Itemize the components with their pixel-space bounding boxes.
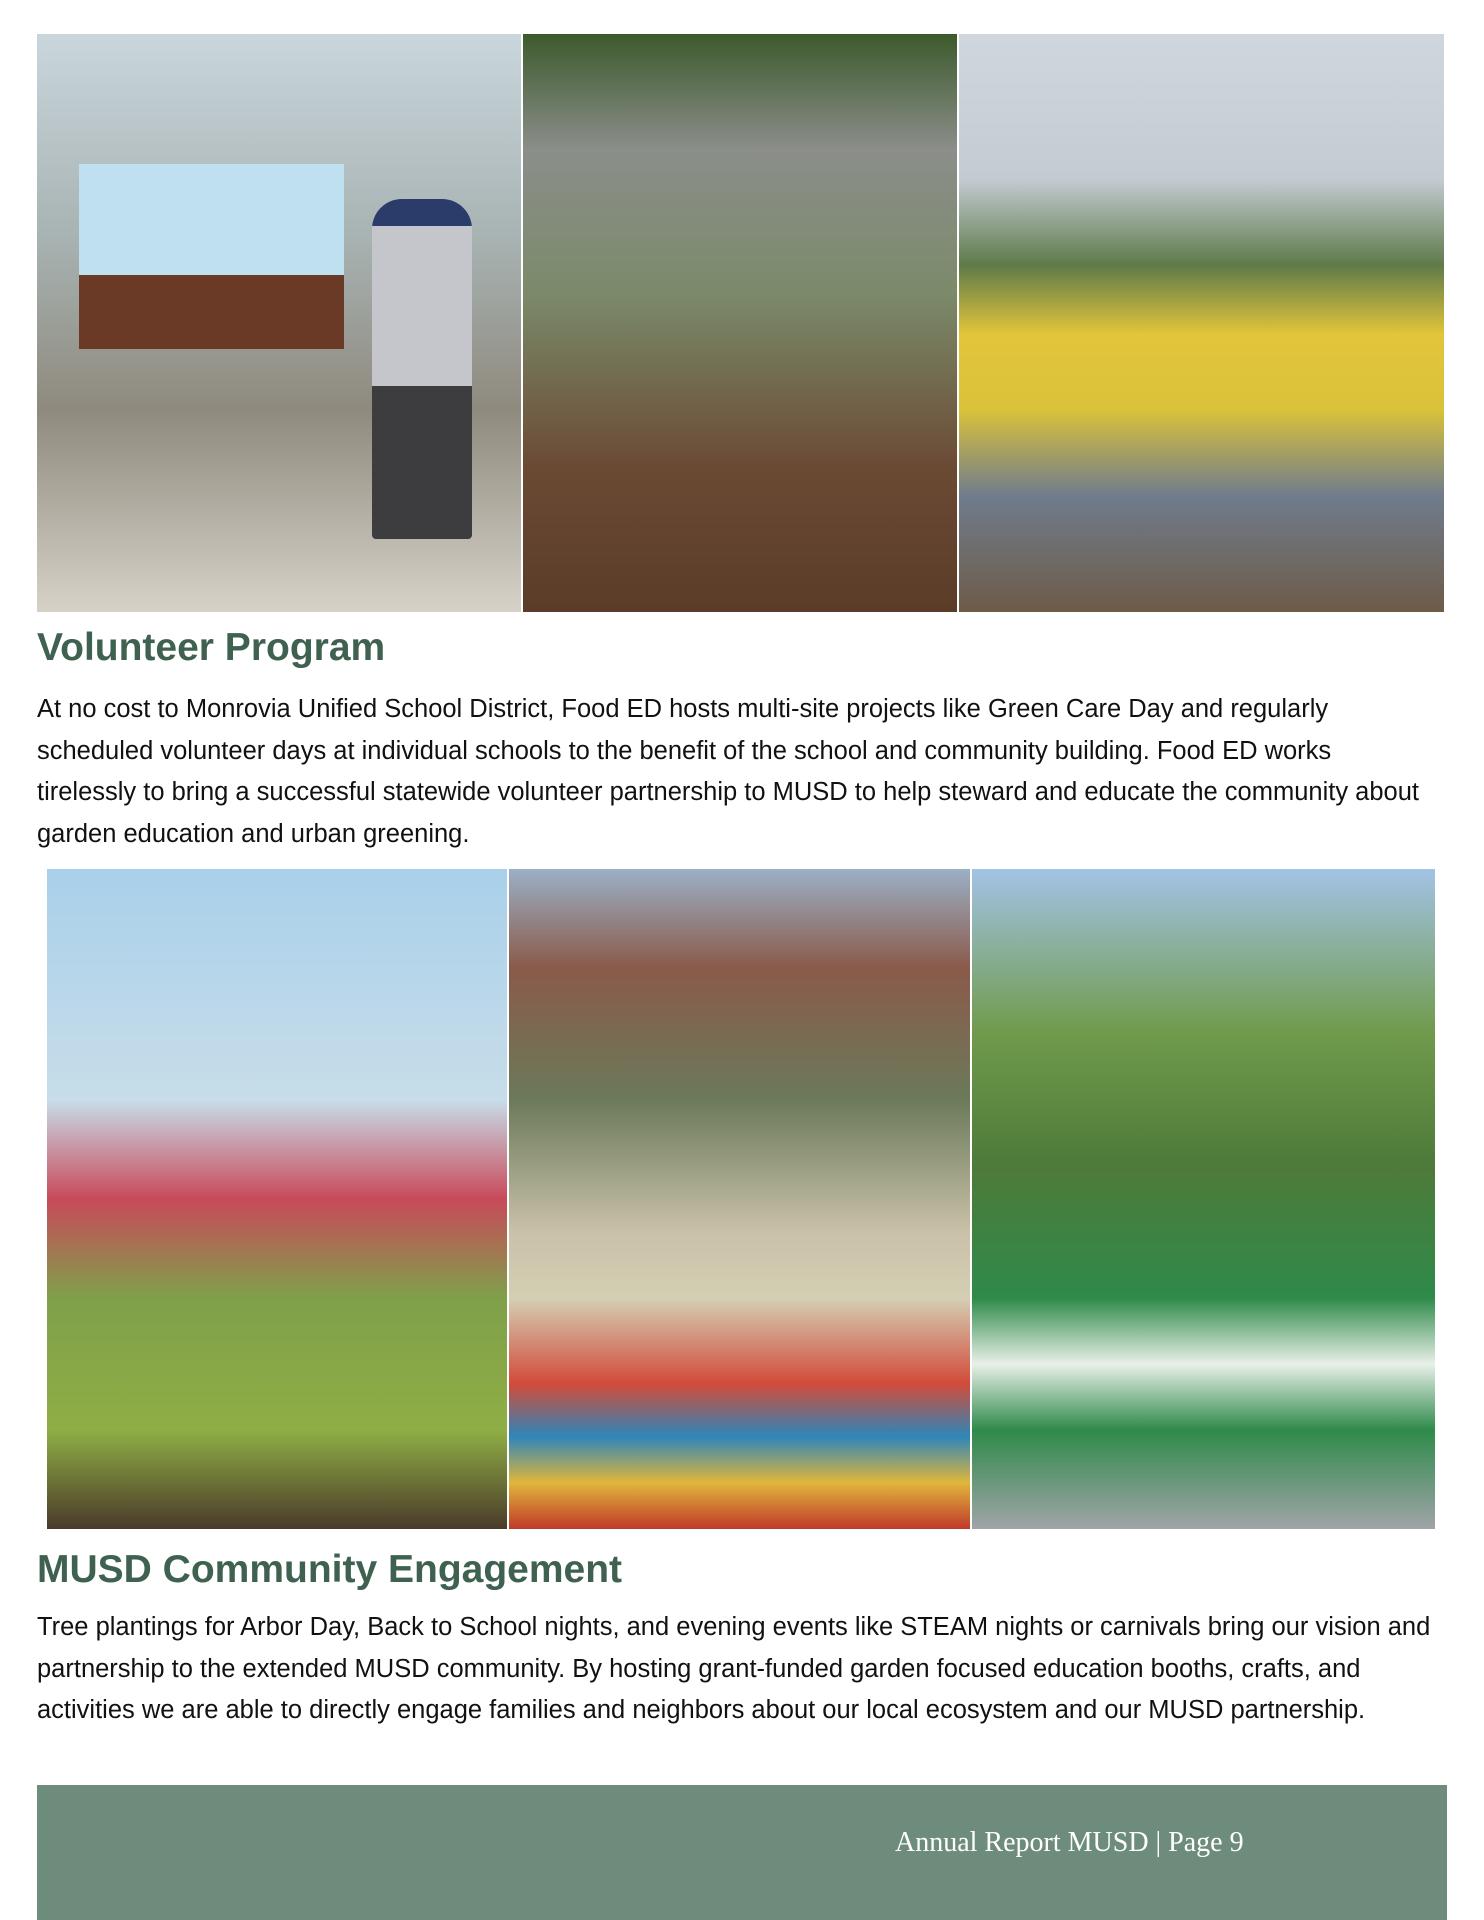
photo-volunteer-group-yellow-shirts — [959, 34, 1444, 612]
volunteer-photo-row — [37, 34, 1444, 612]
footer-page-label: Annual Report MUSD | Page 9 — [895, 1827, 1244, 1858]
section-heading-community-engagement: MUSD Community Engagement — [37, 1548, 623, 1591]
photo-tree-planting — [47, 869, 507, 1529]
photo-insect-display-table — [972, 869, 1435, 1529]
section-body-volunteer-program: At no cost to Monrovia Unified School District, Food ED hosts multi-site projects like Green Care Day and regularly scheduled volunteer days at individual schools to the benefit of the school and community building. Food ED works tirelessly to bring a successful statewide volunteer partnership to MUSD to help steward and educate the community about garden education and urban greening. — [37, 695, 1419, 848]
photo-welcome-volunteers-banner — [37, 34, 521, 612]
section-heading-volunteer-program: Volunteer Program — [37, 626, 386, 669]
community-photo-row — [47, 869, 1435, 1529]
photo-bugs-and-space-booth — [509, 869, 970, 1529]
page-footer — [37, 1785, 1447, 1920]
photo-garden-digging — [523, 34, 957, 612]
section-body-community-engagement: Tree plantings for Arbor Day, Back to School nights, and evening events like STEAM nights or carnivals bring our vision and partnership to the extended MUSD community. By hosting grant-funded garden focused education booths, crafts, and activities we are able to directly engage families and neighbors about our local ecosystem and our MUSD partnership. — [37, 1613, 1431, 1724]
